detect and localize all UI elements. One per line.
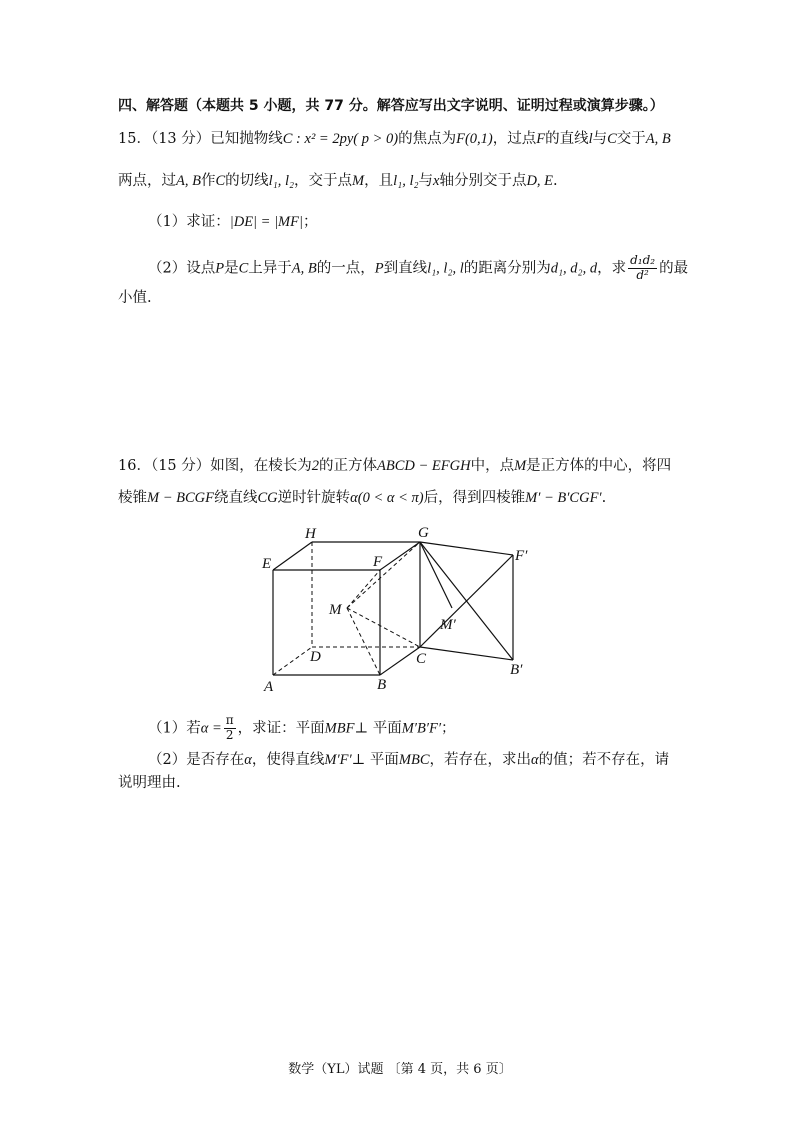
q16-text: ；: [441, 720, 456, 737]
q15-text: 轴分别交于点: [439, 173, 527, 189]
q15-text: 的最: [659, 260, 689, 277]
q15-parabola: C : x² = 2py( p > 0): [282, 131, 399, 147]
q15-text: 的直线: [545, 131, 589, 147]
edge-GMp: [420, 542, 452, 608]
q15-text: 的距离分别为: [463, 260, 551, 277]
q16-text: （2）是否存在: [148, 752, 245, 768]
q15-math: l₁, l₂: [268, 173, 295, 189]
q15-part1: [148, 214, 317, 231]
q16-text: ⊥ 平面: [354, 720, 402, 737]
label-Mprime: M′: [440, 617, 456, 633]
q16-math: M: [514, 458, 527, 474]
q15-math: A, B: [291, 260, 317, 277]
label-Fprime: F′: [515, 548, 528, 564]
q15-text: 15．（13 分）已知抛物线: [118, 131, 283, 147]
q15-text: .: [553, 173, 558, 189]
q16-text: ，使得直线: [251, 752, 325, 768]
q15-text: ，过点: [492, 131, 537, 147]
edge-CFp: [420, 555, 513, 647]
label-B: B: [377, 677, 387, 693]
edge-MG: [347, 542, 420, 608]
q16-text: ，若存在，求出: [429, 752, 531, 768]
q15-math: M: [352, 173, 365, 189]
section-heading: 四、解答题（本题共 5 小题，共 77 分。解答应写出文字说明、证明过程或演算步骤。）: [118, 98, 664, 114]
q16-line2: [118, 490, 606, 507]
q15-math: l₁, l₂, l: [427, 260, 464, 277]
q15-text: （1）求证：: [148, 214, 230, 230]
q16-text: 后，得到四棱锥: [423, 490, 526, 506]
page-footer: 数学（YL）试题 〔第 4 页，共 6 页〕: [288, 1062, 512, 1077]
q16-math: M′ − B′CGF′: [525, 490, 602, 506]
edge-CBp: [420, 647, 513, 660]
q16-math: M − BCGF: [147, 490, 214, 506]
q15-focus: F(0,1): [456, 131, 493, 147]
label-G: G: [418, 525, 429, 541]
q15-math: l₁, l₂: [393, 173, 419, 189]
q15-text: ，交于点: [294, 173, 353, 189]
q16-text: 是正方体的中心，将四: [526, 458, 672, 474]
q15-math: D, E: [526, 173, 554, 189]
q15-text: 上异于: [248, 260, 292, 277]
q15-math: x: [433, 173, 440, 189]
edge-AD: [273, 647, 312, 675]
label-C: C: [416, 651, 427, 667]
q16-math: ABCD − EFGH: [377, 458, 471, 474]
label-F: F: [373, 554, 383, 570]
q16-math: 2: [311, 458, 320, 474]
q16-text: 的正方体: [319, 458, 378, 474]
q16-math: M′B′F′: [401, 720, 442, 737]
q16-text: 16．（15 分）如图，在棱长为: [118, 458, 312, 474]
q15-math: C: [607, 131, 617, 147]
edge-EH: [273, 542, 312, 570]
q16-math: α(0 < α < π): [350, 490, 424, 506]
q15-text: （2）设点: [148, 260, 216, 277]
q15-text: 与: [418, 173, 434, 189]
q15-text: ，求: [597, 260, 627, 277]
q15-math: d₁, d₂, d: [550, 260, 598, 277]
cube-rotation-figure: [0, 520, 800, 700]
q15-math: A, B: [645, 131, 671, 147]
q15-math: P: [374, 260, 384, 277]
label-M: M: [329, 602, 342, 618]
q16-frac-num: π: [225, 713, 234, 727]
edge-MC: [347, 608, 420, 647]
q15-text: 作: [200, 173, 216, 189]
q15-part2-cont: 小值.: [118, 290, 152, 306]
q16-text: ，求证：平面: [237, 720, 325, 737]
q16-text: 棱锥: [118, 490, 147, 506]
q16-part2: [148, 752, 669, 769]
q16-text: 的值；若不存在，请: [538, 752, 670, 768]
q16-part2-cont: 说明理由.: [118, 775, 181, 791]
q15-frac-num: d₁d₂: [630, 253, 656, 267]
q16-math: MBF: [324, 720, 355, 737]
q15-math: C: [238, 260, 249, 277]
q16-text: 中，点: [470, 458, 515, 474]
q15-text: 两点，过: [118, 173, 176, 189]
q15-math: F: [536, 131, 546, 147]
q15-math: P: [215, 260, 225, 277]
q15-text: 是: [224, 260, 239, 277]
edge-GFp: [420, 542, 513, 555]
edge-MB: [347, 608, 380, 675]
q15-line1: [118, 131, 671, 148]
q15-text: ，且: [364, 173, 394, 189]
label-E: E: [262, 556, 272, 572]
q16-fraction: [224, 714, 236, 743]
label-A: A: [264, 679, 274, 695]
q16-math: α: [531, 752, 539, 768]
q16-text: .: [601, 490, 607, 506]
q15-fraction: [628, 254, 657, 283]
edge-BC: [380, 647, 420, 675]
q15-text: 的一点，: [316, 260, 375, 277]
q16-math: α =: [200, 720, 222, 737]
q15-frac-den: d²: [636, 267, 649, 282]
q15-math: A, B: [176, 173, 201, 189]
label-Bprime: B′: [510, 662, 523, 678]
label-D: D: [310, 649, 321, 665]
q15-text: 与: [592, 131, 608, 147]
q15-part2: [148, 254, 688, 283]
q16-text: （1）若: [148, 720, 201, 737]
q15-text: 的焦点为: [398, 131, 457, 147]
edge-FG: [380, 542, 420, 570]
q15-math: l: [588, 131, 593, 147]
label-H: H: [305, 526, 316, 542]
edge-MF: [347, 570, 380, 608]
q16-line1: [118, 458, 671, 475]
q16-math: MBC: [398, 752, 430, 768]
q16-math: CG: [257, 490, 278, 506]
q15-text: 交于: [616, 131, 646, 147]
q15-text: ；: [302, 214, 318, 230]
q16-text: 逆时针旋转: [277, 490, 351, 506]
q16-text: 绕直线: [213, 490, 258, 506]
q16-part1: [148, 714, 456, 743]
q15-math: |DE| = |MF|: [229, 214, 303, 230]
q16-math: M′F′: [324, 752, 352, 768]
q15-text: 到直线: [383, 260, 428, 277]
q15-text: 的切线: [225, 173, 269, 189]
q15-line2: [118, 173, 558, 190]
q16-frac-den: 2: [225, 727, 234, 742]
q16-math: α: [244, 752, 252, 768]
q15-math: C: [215, 173, 226, 189]
q16-text: ⊥ 平面: [351, 752, 399, 768]
